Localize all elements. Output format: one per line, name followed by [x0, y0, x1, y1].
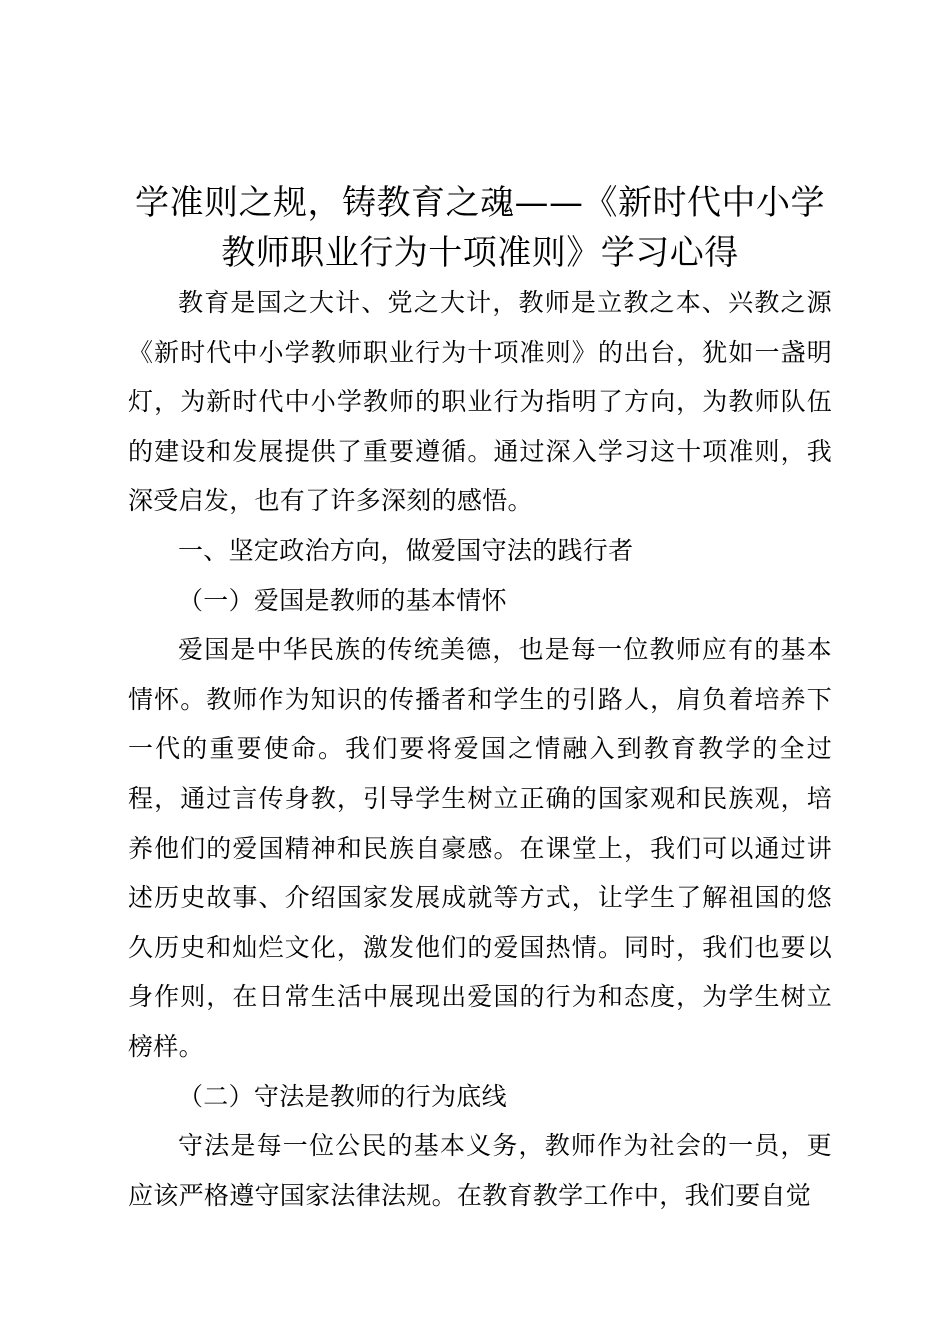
subsection-heading-2: （二）守法是教师的行为底线: [178, 1081, 507, 1111]
title-line-1: 学准则之规，铸教育之魂——《新时代中小学: [135, 183, 825, 223]
title-line-2: 教师职业行为十项准则》学习心得: [221, 233, 739, 273]
body-paragraph-law: 守法是每一位公民的基本义务，教师作为社会的一员，更应该严格遵守国家法律法规。在教育教学工作中，我们要自觉: [128, 1131, 832, 1210]
subsection-heading-1: （一）爱国是教师的基本情怀: [178, 585, 507, 615]
document-body: [128, 278, 832, 1220]
document-title: [128, 178, 832, 278]
section-heading-1: 一、坚定政治方向，做爱国守法的践行者: [178, 535, 634, 565]
body-paragraph-patriotism: 爱国是中华民族的传统美德，也是每一位教师应有的基本情怀。教师作为知识的传播者和学生的引路人，肩负着培养下一代的重要使命。我们要将爱国之情融入到教育教学的全过程，通过言传身教，引导学生树立正确的国家观和民族观，培养他们的爱国精神和民族自豪感。在课堂上，我们可以通过讲述历史故事、介绍国家发展成就等方式，让学生了解祖国的悠久历史和灿烂文化，激发他们的爱国热情。同时，我们也要以身作则，在日常生活中展现出爱国的行为和态度，为学生树立榜样。: [128, 635, 832, 1061]
intro-paragraph: 教育是国之大计、党之大计，教师是立教之本、兴教之源《新时代中小学教师职业行为十项准则》的出台，犹如一盏明灯，为新时代中小学教师的职业行为指明了方向，为教师队伍的建设和发展提供了重要遵循。通过深入学习这十项准则，我深受启发，也有了许多深刻的感悟。: [128, 288, 832, 516]
